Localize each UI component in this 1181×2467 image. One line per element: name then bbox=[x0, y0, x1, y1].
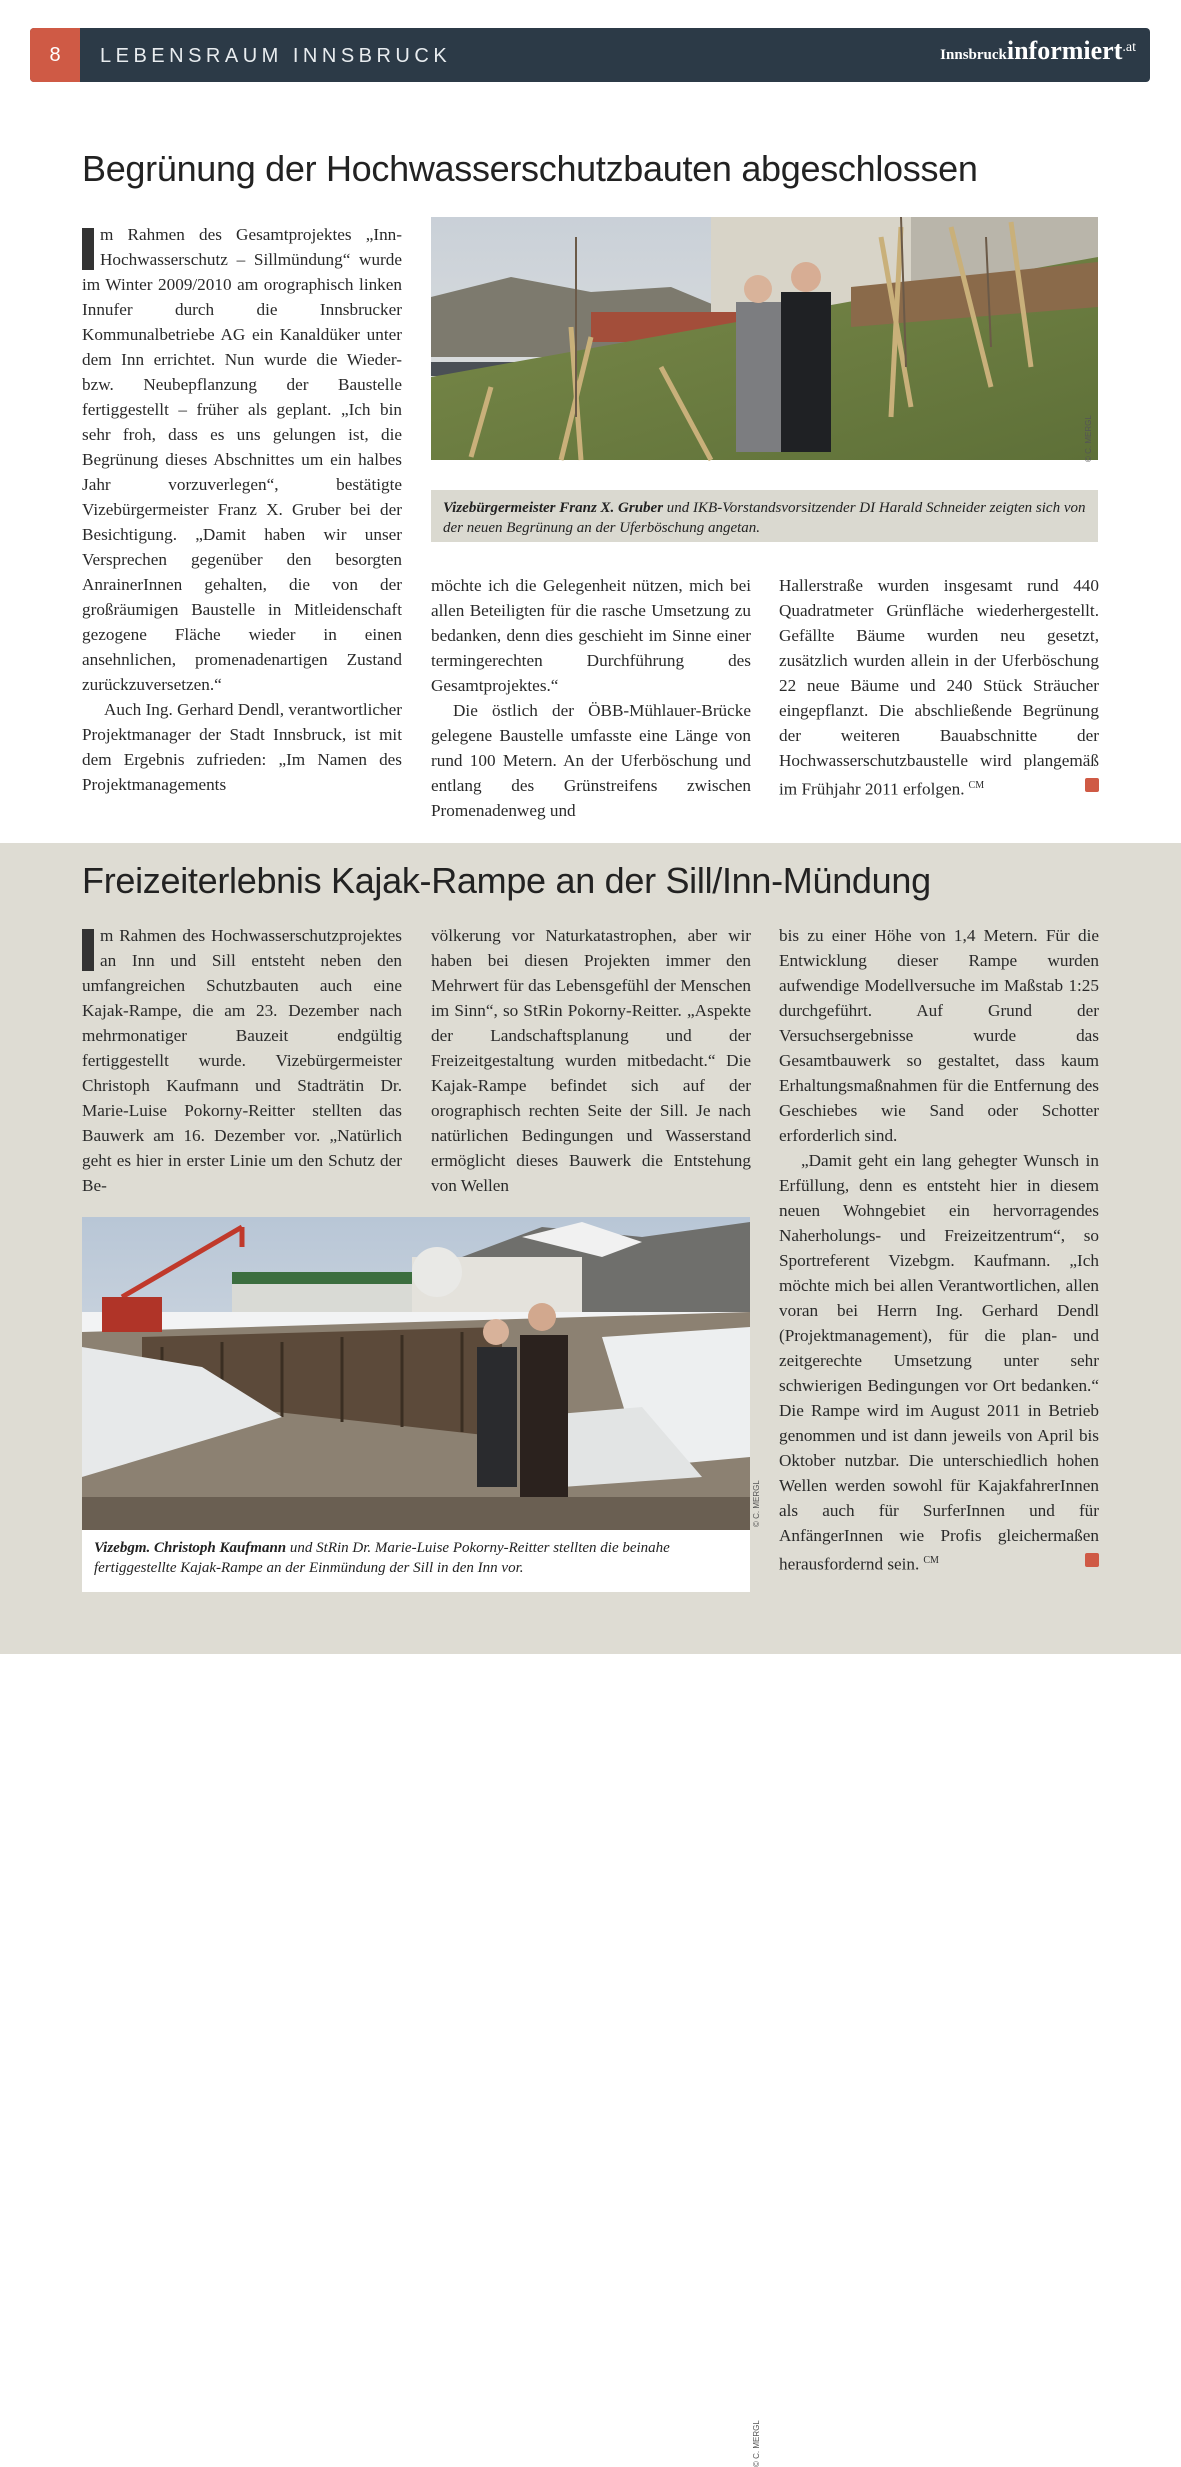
article2-col3-p2: „Damit geht ein lang gehegter Wunsch in Erfüllung, denn es entsteht hier in diesem neuen Wohngebiet ein hervorragendes Naherholungs- und Freizeitzentrum“, so Sportreferent Vizebgm. Kaufmann. „Ich möchte mich bei allen Verantwortlichen, allen voran bei Herrn Ing. Gerhard Dendl (Projektmanagement), für die plan- und zeitgerechte Umsetzung unter sehr schwierigen Bedingungen vor Ort bedanken.“ Die Rampe wird im August 2011 in Betrieb genommen und ist dann jeweils von April bis Oktober nutzbar. Die unterschiedlich hohen Wellen werden sowohl für KajakfahrerInnen als auch für SurferInnen und für AnfängerInnen wie Profis gleichermaßen herausfordernd sein. bbox=[779, 1151, 1099, 1574]
article1-column-1 bbox=[82, 222, 402, 797]
end-of-article-marker bbox=[1085, 1553, 1099, 1567]
article2-column-1 bbox=[82, 923, 402, 1198]
caption-text: und StRin Dr. Marie-Luise Pokorny-Reitter stellten die beinahe fertiggestellte Kajak-Rampe an der Einmündung der Sill in den Inn vor. bbox=[94, 1540, 670, 1576]
article1-photo-caption bbox=[431, 490, 1098, 542]
article1-column-2 bbox=[431, 573, 751, 823]
caption-bold: Vizebgm. Christoph Kaufmann bbox=[94, 1540, 287, 1556]
article2-col3-p1: bis zu einer Höhe von 1,4 Metern. Für die Entwicklung dieser Rampe wurden aufwendige Modellversuche im Maßstab 1:25 durchgeführt. Auf Grund der Versuchsergebnisse wurde das Gesamtbauwerk so gestaltet, dass kaum Erhaltungsmaßnahmen für die Entfernung des Geschiebes wie Sand oder Schotter erforderlich sind. bbox=[779, 926, 1099, 1145]
dropcap-bar bbox=[82, 228, 94, 270]
brand-small: Innsbruck bbox=[940, 47, 1007, 63]
dropcap-bar bbox=[82, 929, 94, 971]
brand-tld: .at bbox=[1122, 40, 1136, 55]
article2-col2-p1: völkerung vor Naturkatastrophen, aber wir haben bei diesen Projekten immer den Mehrwert für das Lebensgefühl der Menschen im Sinn“, so StRin Pokorny-Reitter. „Aspekte der Landschaftsplanung und der Freizeitgestaltung wurden mitbedacht.“ Die Kajak-Rampe befindet sich auf der orographisch rechten Seite der Sill. Je nach natürlichen Bedingungen und Wasserstand ermöglicht dieses Bauwerk die Entstehung von Wellen bbox=[431, 926, 751, 1195]
section-title: LEBENSRAUM INNSBRUCK bbox=[100, 45, 452, 67]
article1-col2-p1: möchte ich die Gelegenheit nützen, mich bei allen Beteiligten für die rasche Umsetzung zu bedanken, denn dies geschieht im Sinne einer termingerechten Durchführung des Gesamtprojektes.“ bbox=[431, 576, 751, 695]
caption-bold: Vizebürgermeister Franz X. Gruber bbox=[443, 500, 664, 516]
author-initials: CM bbox=[923, 1555, 939, 1566]
article2-photo-caption bbox=[82, 1530, 750, 1592]
photo-kayak-ramp-construction bbox=[82, 1217, 750, 1530]
article1-col3-p1: Hallerstraße wurden insgesamt rund 440 Quadratmeter Grünfläche wiederhergestellt. Gefällte Bäume wurden neu gesetzt, zusätzlich wurden allein in der Uferböschung 22 neue Bäume und 240 Stück Sträucher eingepflanzt. Die abschließende Begrünung der weiteren Bauabschnitte der Hochwasserschutzbaustelle wird plangemäß im Frühjahr 2011 erfolgen. bbox=[779, 576, 1099, 799]
article2-column-2 bbox=[431, 923, 751, 1198]
article1-photo bbox=[431, 217, 1098, 460]
article1-col2-p2: Die östlich der ÖBB-Mühlauer-Brücke gelegene Baustelle umfasste eine Länge von rund 100 Metern. An der Uferböschung und entlang des Grünstreifens zwischen Promenadenweg und bbox=[431, 701, 751, 820]
page-number: 8 bbox=[30, 28, 80, 82]
caption-text: und IKB-Vorstandsvorsitzender DI Harald Schneider zeigten sich von der neuen Begrünung an der Uferböschung angetan. bbox=[443, 500, 1086, 536]
article1-title: Begrünung der Hochwasserschutzbauten abgeschlossen bbox=[82, 148, 978, 189]
article1-col1-p2: Auch Ing. Gerhard Dendl, verantwortlicher Projektmanager der Stadt Innsbruck, ist mit dem Ergebnis zufrieden: „Im Namen des Projektmanagements bbox=[82, 700, 402, 794]
photo-riverbank-planting bbox=[431, 217, 1098, 460]
photo-credit: © C. MERGL bbox=[1084, 415, 1093, 462]
article2-title: Freizeiterlebnis Kajak-Rampe an der Sill/Inn-Mündung bbox=[82, 860, 931, 901]
article2-col1-p1: m Rahmen des Hochwasserschutzprojektes an Inn und Sill entsteht neben den umfangreichen Schutzbauten auch eine Kajak-Rampe, die am 23. Dezember nach mehrmonatiger Bauzeit endgültig fertiggestellt wurde. Vizebürgermeister Christoph Kaufmann und Stadträtin Dr. Marie-Luise Pokorny-Reitter stellten das Bauwerk am 16. Dezember vor. „Natürlich geht es hier in erster Linie um den Schutz der Be- bbox=[82, 926, 402, 1195]
page-header bbox=[30, 28, 1150, 82]
brand-big: informiert bbox=[1006, 36, 1123, 65]
brand-logo bbox=[940, 36, 1136, 66]
article1-col1-p1: m Rahmen des Gesamtprojektes „Inn-Hochwasserschutz – Sillmündung“ wurde im Winter 2009/2010 am orographisch linken Innufer durch die Innsbrucker Kommunalbetriebe AG ein Kanaldüker unter dem Inn errichtet. Nun wurde die Wieder- bzw. Neubepflanzung der Baustelle fertiggestellt – früher als geplant. „Ich bin sehr froh, dass es uns gelungen ist, die Begrünung dieses Abschnittes um ein halbes Jahr vorzuverlegen“, bestätigte Vizebürgermeister Franz X. Gruber bei der Besichtigung. „Damit haben wir unser Versprechen gegenüber den besorgten AnrainerInnen gehalten, die von der großräumigen Baustelle in Mitleidenschaft gezogene Fläche wieder in einen ansehnlichen, promenadenartigen Zustand zurückzuversetzen.“ bbox=[82, 225, 402, 694]
article1-column-3 bbox=[779, 573, 1099, 802]
photo-credit: © C. MERGL bbox=[752, 2420, 761, 2467]
end-of-article-marker bbox=[1085, 778, 1099, 792]
article2-column-3 bbox=[779, 923, 1099, 1577]
photo-credit-side: © C. MERGL bbox=[752, 1480, 761, 1527]
author-initials: CM bbox=[968, 780, 985, 791]
